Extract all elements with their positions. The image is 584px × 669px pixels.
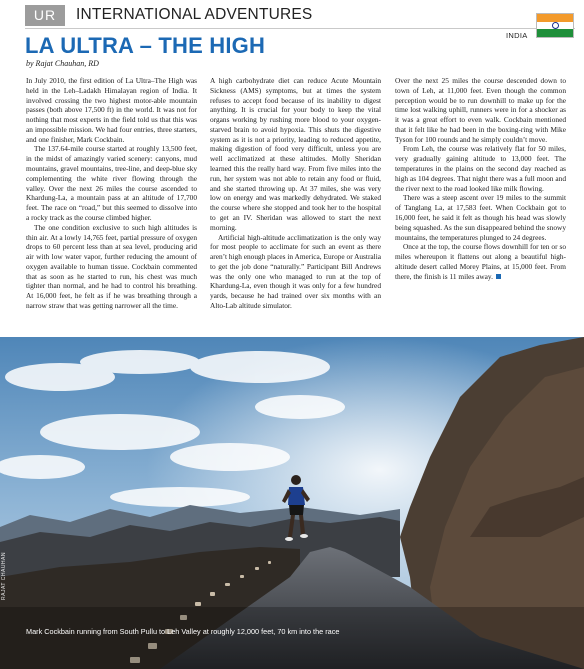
page-header [0,0,584,40]
header-divider [25,28,575,29]
photo-credit: RAJAT CHAUHAN [1,552,7,600]
india-flag-icon [536,13,574,38]
article-title: LA ULTRA – THE HIGH [25,33,266,58]
paragraph-text: Once at the top, the course flows downhill for ten or so miles whereupon it flattens out along a beautiful high-altitude desert called Morey Plains, at 15,000 feet. From there, the finish is 11 miles away. [395,242,566,281]
article-byline: by Rajat Chauhan, RD [26,59,99,68]
paragraph: There was a steep ascent over 19 miles to the summit of Tanglang La, at 17,583 feet. When Cockbain got to 16,000 feet, he said it felt as though his head was slowly being squashed. As the sun disappeared behind the snowy mountains, the temperatures plunged to 24 degrees. [395,193,566,242]
end-of-article-mark [496,274,501,279]
paragraph: The 137.64-mile course started at roughly 13,500 feet, in the midst of amazingly varied scenery: canyons, mud mountains, gravel mountains, tree-line, and deep-blue sky complementing the white river flowing through the valley. Over the next 26 miles the course ascended to Khardung-La, a mountain pass at an altitude of 17,700 feet. The race on “road,” but this seemed to dissolve into a rocky track as the course climbed higher. [26,144,197,222]
paragraph: A high carbohydrate diet can reduce Acute Mountain Sickness (AMS) symptoms, but at times the system refuses to accept food because of its inability to digest anything. It is crucial for your body to keep the vital organs working by rushing more blood to your oxygen-starved brain to avoid hypoxia. This shuts the digestive system as it is not a priority, leading to reduced appetite, making digestion of food very difficult, unless you are well acclimatized at these altitudes. Molly Sheridan learned this the really hard way. From five miles into the run, her system was not able to retain any food or fluid, and she started throwing up. At 37 miles, she was very low on energy and was markedly dehydrated. We staked the course where she stopped and took her to the hospital to get an IV. Sheridan was allowed to start the next morning. [210,76,381,232]
article-column-1 [26,76,197,311]
paragraph: In July 2010, the first edition of La Ultra–The High was held in the Leh–Ladakh Himalayan region of India. It involved crossing the two highest motor-able mountain passes (both above 17,500 ft) in the world. It was not for nothing that most experts in the field told us that this was an impossible mission. We had four entries, three starters, and one finisher, Mark Cockbain. [26,76,197,144]
paragraph: Over the next 25 miles the course descended down to town of Leh, at 11,000 feet. Even though the common perception would be to run downhill to make up for the time lost walking uphill, runners were in for a shocker as it was a great effort to even walk. Cockbain mentioned that it felt like he had been in the boxing-ring with Mike Tyson for 100 rounds and he simply couldn’t move. [395,76,566,144]
country-label: INDIA [506,31,528,40]
article-column-3 [395,76,566,281]
section-title: INTERNATIONAL ADVENTURES [76,6,313,23]
paragraph: Artificial high-altitude acclimatization is the only way for most people to acclimate for such an event as there aren’t high enough places in America, Europe or Australia to get the job done “naturally.” Participant Bill Andrews was the only one who managed to run at the top of Khardung-La, even though it was only for a few hundred yards, because he had trained over six months with an Alto-Lab altitude simulator. [210,232,381,310]
paragraph-final [395,242,566,281]
paragraph: The one condition exclusive to such high altitudes is thin air. At a lowly 14,765 feet, partial pressure of oxygen drops to 60 percent less than at sea level, producing arid air with low water vapor, further reducing the amount of oxygen available to human tissue. Cockbain commented that as soon as he started to run, his chest was much tighter than normal, and he had to control his breathing. At 16,000 feet, he felt as if he was breathing through a narrow straw that was getting narrower all the time. [26,222,197,310]
article-column-2 [210,76,381,311]
photo-caption: Mark Cockbain running from South Pullu to Leh Valley at roughly 12,000 feet, 70 km into the race [26,627,340,636]
magazine-badge: UR [25,5,65,26]
mountain-road-image [0,337,584,669]
paragraph: From Leh, the course was relatively flat for 50 miles, very gradually gaining altitude to 13,000 feet. The temperatures in the plains on the second day reached as high as 104 degrees. That night there was a full moon and the river next to the road looked like milk flowing. [395,144,566,193]
race-photo [0,337,584,669]
